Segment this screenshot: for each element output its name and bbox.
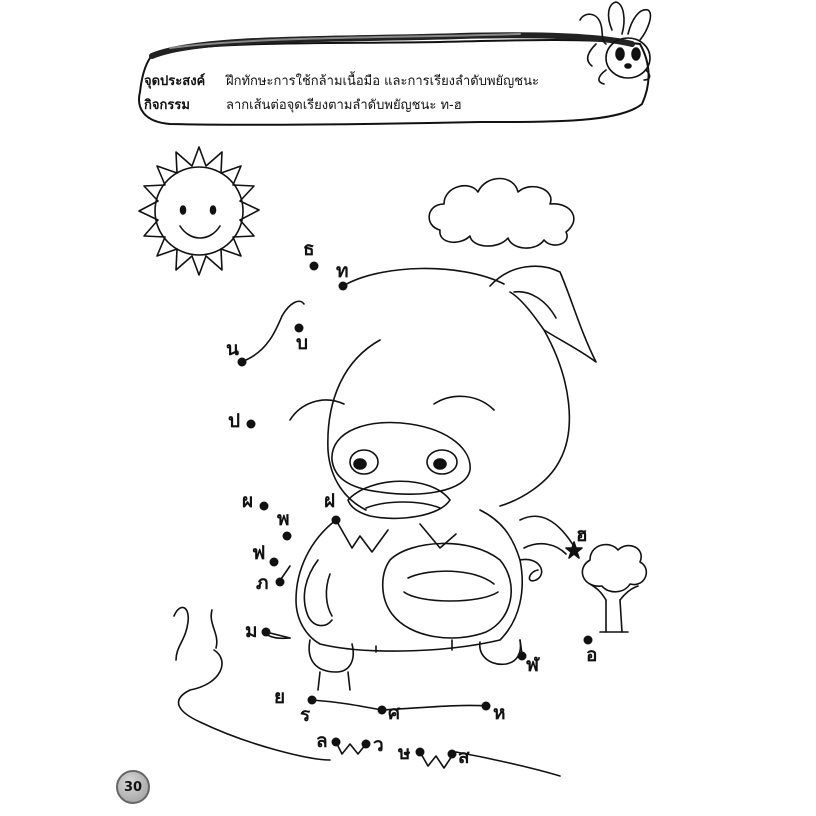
dot-fo-fa <box>332 516 341 525</box>
activity-text: ลากเส้นต่อจุดเรียงตามลำดับพยัญชนะ ท-ฮ <box>226 98 462 113</box>
objective-text: ฝึกทักษะการใช้กล้ามเนื้อมือ และการเรียงลำดับพยัญชนะ <box>226 74 539 89</box>
consonant-label: ผ <box>242 490 254 512</box>
dot-fo-fan <box>270 558 279 567</box>
dot-po-pla <box>247 420 256 429</box>
dot-pho-phan <box>283 532 292 541</box>
dot-pho-samphao <box>276 578 285 587</box>
page-number: 30 <box>116 770 150 804</box>
consonant-label: ฝ <box>324 490 336 512</box>
dot-so-ruesi <box>416 748 425 757</box>
objective-row <box>144 70 644 90</box>
dot-mo-ma <box>262 628 271 637</box>
consonant-label: ว <box>373 734 384 756</box>
consonant-label: ห <box>493 702 506 724</box>
sun-icon <box>139 147 259 275</box>
dot-tho-thong <box>310 262 319 271</box>
dot-wo-waen <box>362 740 371 749</box>
consonant-label: ภ <box>256 572 269 594</box>
consonant-label: ษ <box>398 742 411 764</box>
consonant-label: ศ <box>388 702 401 724</box>
dot-so-sala <box>378 706 387 715</box>
consonant-label: อ <box>586 644 598 666</box>
consonant-label: ม <box>245 620 258 642</box>
dot-pho-phueng <box>260 502 269 511</box>
objective-label: จุดประสงค์ <box>144 74 206 89</box>
consonant-label: ธ <box>303 238 315 260</box>
consonant-label: ท <box>336 260 349 282</box>
activity-label: กิจกรรม <box>144 98 190 113</box>
consonant-label: ฬ <box>526 654 539 676</box>
ground-line <box>174 607 560 776</box>
tree-icon <box>582 545 646 632</box>
pig-icon <box>266 266 596 690</box>
consonant-label: ล <box>316 730 328 752</box>
consonant-label: บ <box>296 332 309 354</box>
consonant-label: ร <box>300 704 311 726</box>
dot-ho-hip <box>482 702 491 711</box>
consonant-label: พ <box>277 508 290 530</box>
dot-lo-ling <box>332 738 341 747</box>
dot-tho-thahan <box>339 282 348 291</box>
consonant-label: ฟ <box>252 542 266 564</box>
dot-so-suea <box>448 750 457 759</box>
consonant-label: ส <box>458 746 470 768</box>
activity-row <box>144 94 644 114</box>
consonant-label: น <box>226 338 239 360</box>
consonant-label: ป <box>228 410 241 432</box>
cloud-icon <box>429 179 574 249</box>
consonant-label: ฮ <box>576 524 588 546</box>
dots <box>238 262 593 759</box>
consonant-label: ย <box>274 686 286 708</box>
